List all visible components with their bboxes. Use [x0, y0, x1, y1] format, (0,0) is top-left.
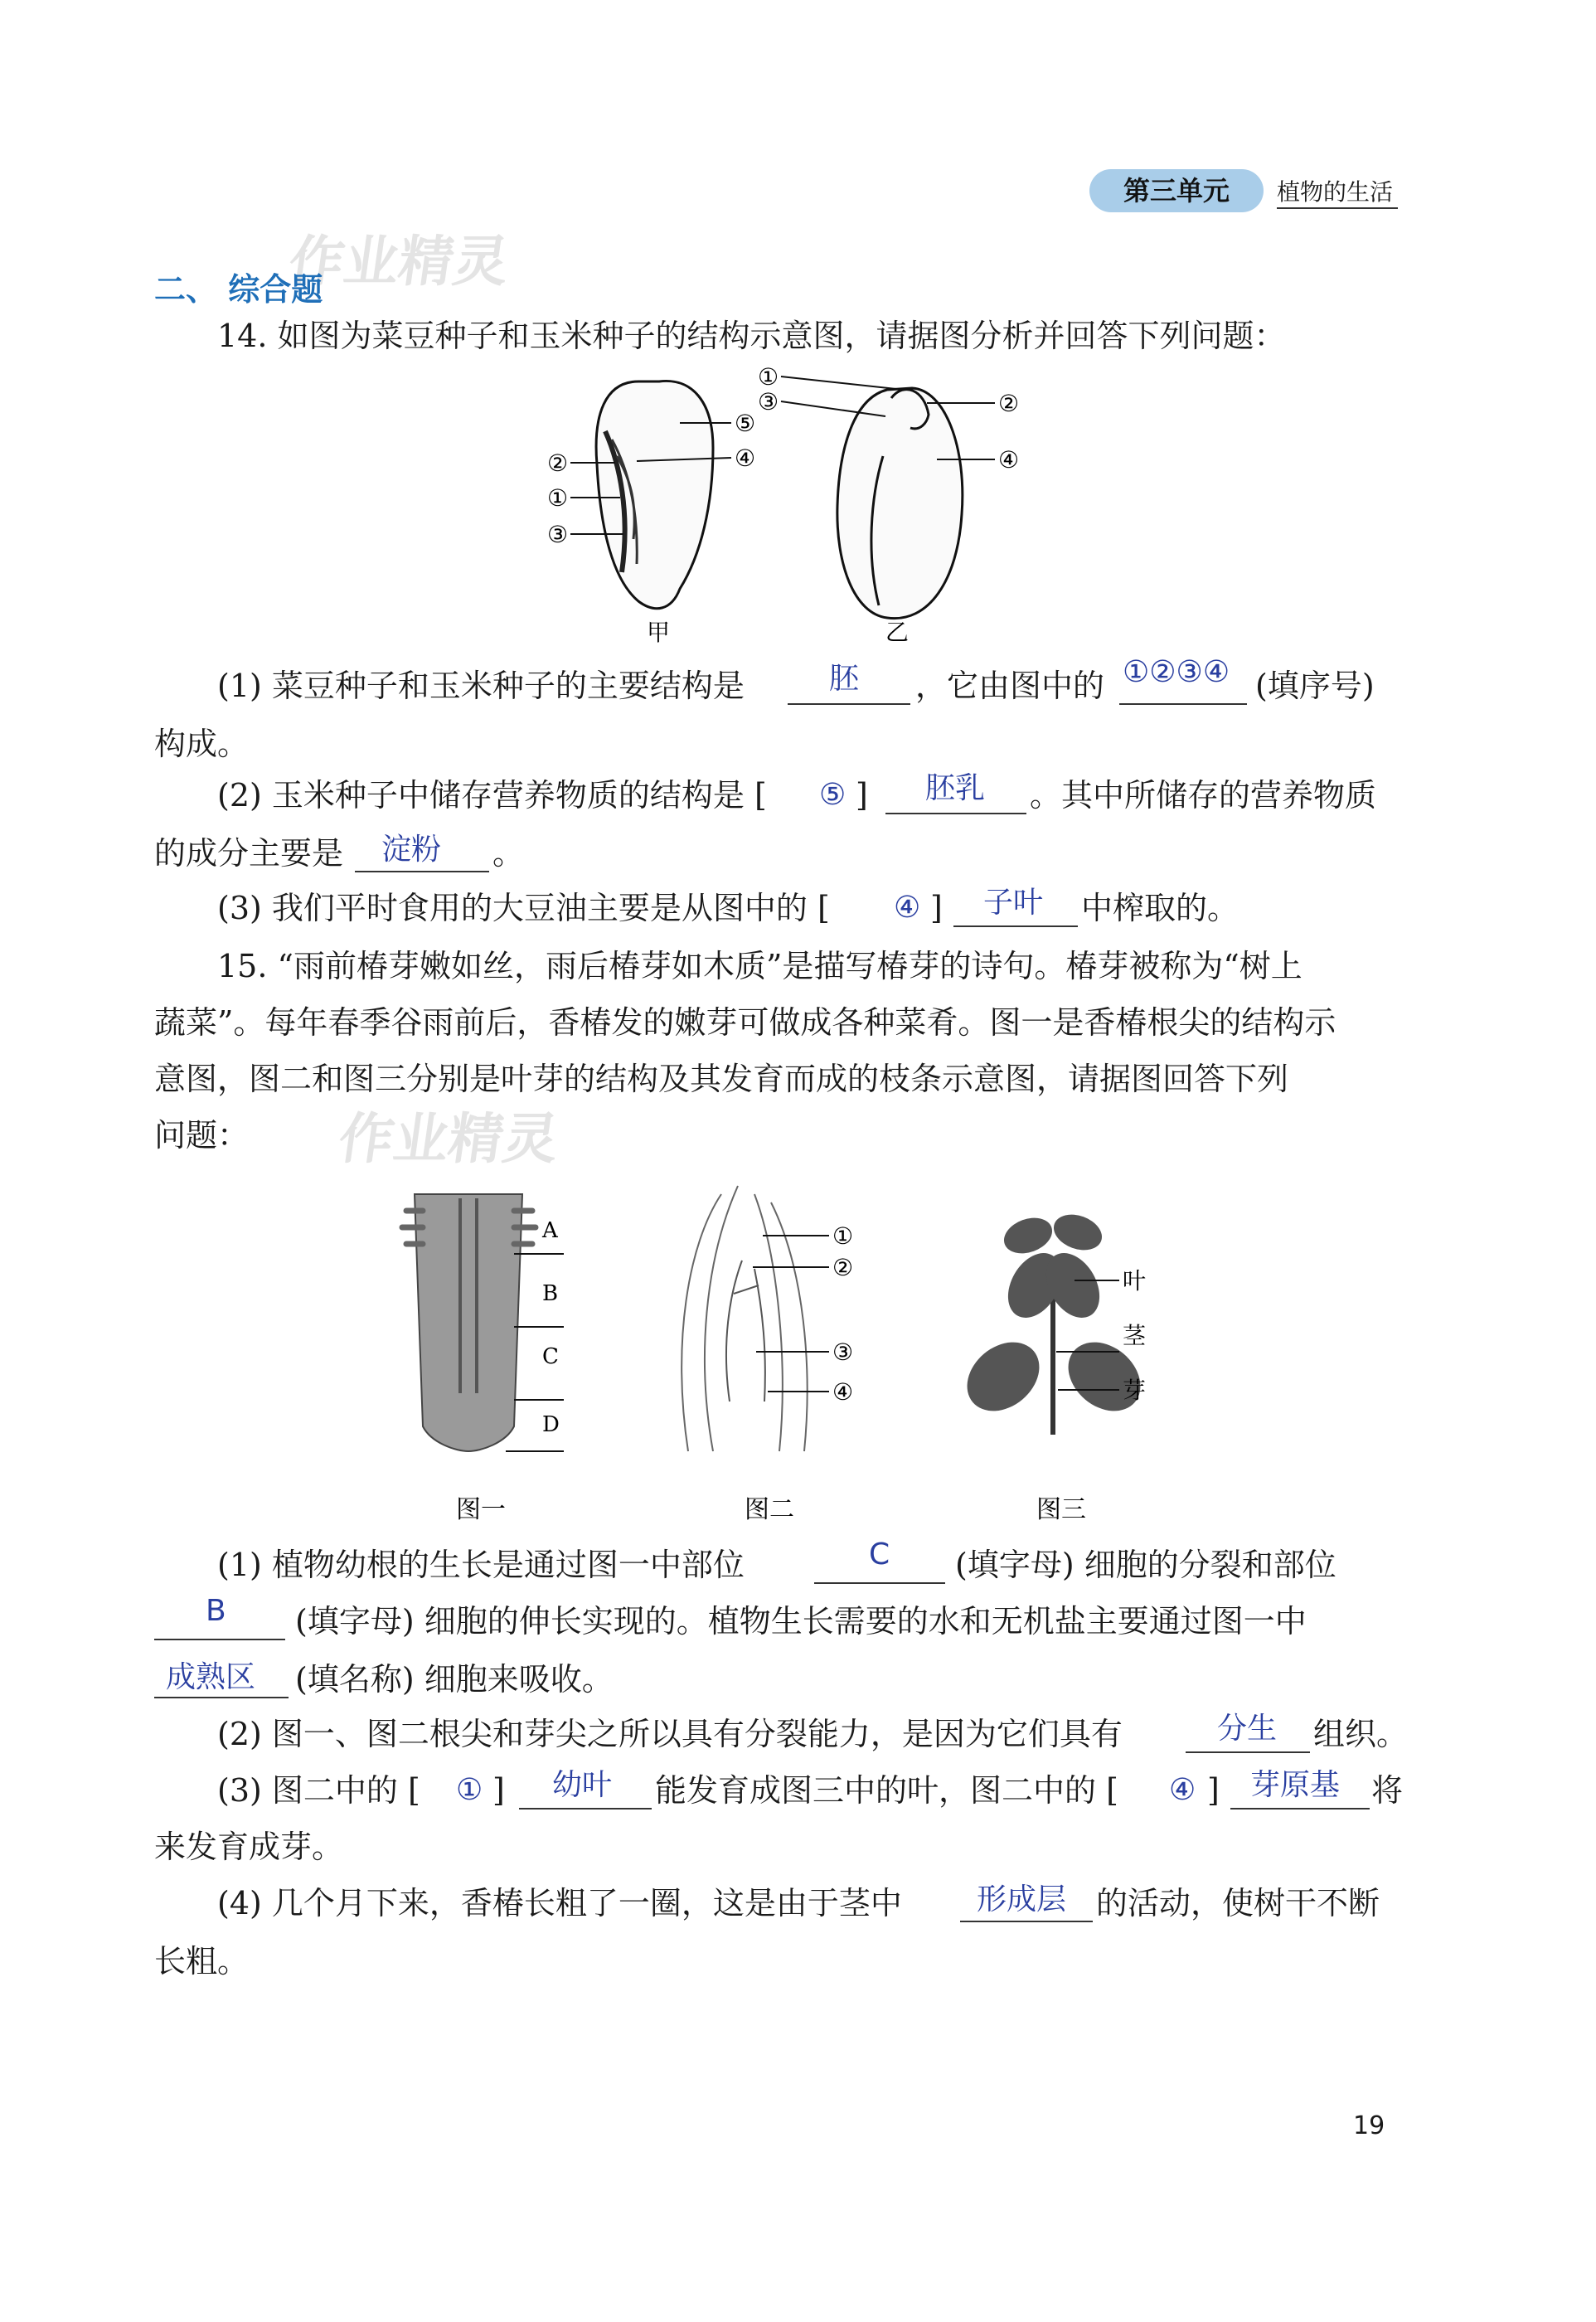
bud-label-1: ①	[832, 1222, 854, 1250]
bean-seed-outline	[837, 388, 963, 619]
fig3-caption: 图三	[1036, 1495, 1086, 1524]
unit-subtitle: 植物的生活	[1277, 178, 1394, 206]
branch-label-bud: 芽	[1123, 1377, 1147, 1404]
q15-answer-9: 形成层	[977, 1882, 1067, 1916]
q15-answer-5: ①	[456, 1773, 483, 1807]
q14-p3-a: (3) 我们平时食用的大豆油主要是从图中的 [	[217, 890, 830, 926]
label-bean-2: ②	[998, 390, 1020, 417]
label-corn-4: ④	[735, 444, 756, 472]
bud-label-4: ④	[832, 1378, 854, 1406]
q15-p3-b: ]	[492, 1772, 505, 1809]
watermark-middle: 作业精灵	[334, 1107, 563, 1171]
label-corn-5: ⑤	[735, 410, 756, 437]
branch-leaf-top-right	[1049, 1208, 1107, 1256]
bud-label-3: ③	[832, 1338, 854, 1366]
q14-answer-4: 胚乳	[925, 771, 986, 805]
q15-answer-6: 幼叶	[552, 1768, 613, 1802]
q15-p1-d: (填名称) 细胞来吸收。	[295, 1661, 614, 1698]
q15-stem-line2: 蔬菜”。每年春季谷雨前后，香椿发的嫩芽可做成各种菜肴。图一是香椿根尖的结构示	[154, 1004, 1336, 1041]
bud-label-2: ②	[832, 1254, 854, 1281]
q15-stem-line1: 15. “雨前椿芽嫩如丝，雨后椿芽如木质”是描写椿芽的诗句。椿芽被称为“树上	[217, 948, 1303, 984]
q15-answer-4: 分生	[1217, 1712, 1278, 1746]
q14-p2-c: 。其中所储存的营养物质	[1030, 777, 1377, 814]
q14-p1-c: (填序号)	[1255, 668, 1375, 704]
q14-answer-1: 胚	[829, 662, 860, 696]
q15-p4-a: (4) 几个月下来，香椿长粗了一圈，这是由于茎中	[217, 1885, 902, 1921]
q14-p1-d: 构成。	[154, 726, 250, 762]
q15-p2-a: (2) 图一、图二根尖和芽尖之所以具有分裂能力，是因为它们具有	[217, 1716, 1123, 1752]
q15-p1-c: (填字母) 细胞的伸长实现的。植物生长需要的水和无机盐主要通过图一中	[295, 1603, 1307, 1639]
root-label-D: D	[542, 1412, 560, 1437]
q14-p1-b: ，它由图中的	[915, 668, 1105, 704]
fig2-caption: 图二	[745, 1495, 794, 1524]
corn-seed-outline	[596, 381, 713, 608]
page-number: 19	[1353, 2111, 1385, 2140]
branch-leaf-top-left	[999, 1212, 1057, 1260]
branch-leaf-low-left	[953, 1329, 1053, 1426]
section-title: 二、 综合题	[154, 271, 323, 308]
fig-yi-caption: 乙	[885, 619, 910, 646]
fig-jia-caption: 甲	[647, 619, 671, 646]
fig1-caption: 图一	[456, 1495, 506, 1524]
q14-answer-3: ⑤	[819, 778, 847, 812]
q14-p2-e: 。	[492, 835, 525, 872]
seed-figure	[514, 365, 1028, 647]
q15-p3-f: 来发育成芽。	[154, 1829, 344, 1865]
label-corn-3: ③	[547, 521, 569, 548]
q15-answer-3: 成熟区	[166, 1660, 256, 1694]
label-corn-2: ②	[547, 449, 569, 477]
branch-label-stem: 茎	[1123, 1322, 1147, 1349]
q14-p2-b: ]	[856, 777, 868, 814]
bud-inner-structure	[726, 1261, 765, 1401]
leader-bean-1	[781, 376, 904, 390]
q15-p3-d: ]	[1207, 1772, 1220, 1809]
q14-answer-6: ④	[894, 891, 921, 925]
q15-p1-b: (填字母) 细胞的分裂和部位	[955, 1547, 1336, 1583]
label-bean-3: ③	[758, 388, 779, 415]
q15-p1-a: (1) 植物幼根的生长是通过图一中部位	[217, 1547, 745, 1583]
q15-answer-7: ④	[1169, 1773, 1196, 1807]
q14-p3-c: 中榨取的。	[1081, 890, 1239, 926]
watermark-top: 作业精灵	[284, 230, 513, 294]
subtitle-underline	[1277, 207, 1398, 209]
q14-p2-a: (2) 玉米种子中储存营养物质的结构是 [	[217, 777, 767, 814]
q15-answer-2: B	[206, 1594, 226, 1628]
q15-p2-b: 组织。	[1313, 1716, 1409, 1752]
q15-answer-8: 芽原基	[1250, 1768, 1341, 1802]
plant-figure	[390, 1178, 1219, 1534]
root-label-A: A	[542, 1218, 558, 1243]
root-tip-shape	[415, 1194, 522, 1451]
bud-outer-scales	[682, 1186, 807, 1451]
q15-p4-b: 的活动，使树干不断	[1096, 1885, 1380, 1921]
label-corn-1: ①	[547, 484, 569, 512]
q15-p4-c: 长粗。	[154, 1943, 250, 1980]
q14-p2-d: 的成分主要是	[154, 835, 344, 872]
branch-label-leaf: 叶	[1123, 1267, 1147, 1295]
q15-p3-a: (3) 图二中的 [	[217, 1772, 420, 1809]
unit-badge: 第三单元	[1089, 169, 1264, 212]
q14-stem: 14. 如图为菜豆种子和玉米种子的结构示意图，请据图分析并回答下列问题：	[217, 318, 1286, 354]
q14-answer-5: 淀粉	[381, 833, 442, 867]
root-label-B: B	[542, 1281, 559, 1306]
q14-answer-7: 子叶	[983, 886, 1044, 920]
label-bean-4: ④	[998, 446, 1020, 474]
q15-p3-e: 将	[1371, 1772, 1404, 1809]
q15-stem-line4: 问题：	[154, 1117, 250, 1154]
q15-stem-line3: 意图，图二和图三分别是叶芽的结构及其发育而成的枝条示意图，请据图回答下列	[154, 1061, 1289, 1097]
q14-answer-2: ①②③④	[1123, 655, 1230, 689]
q15-answer-1: C	[869, 1537, 890, 1571]
root-label-C: C	[542, 1344, 559, 1369]
q14-p3-b: ]	[930, 890, 943, 926]
q14-p1-a: (1) 菜豆种子和玉米种子的主要结构是	[217, 668, 745, 704]
label-bean-1: ①	[758, 365, 779, 391]
q15-p3-c: 能发育成图三中的叶，图二中的 [	[655, 1772, 1118, 1809]
